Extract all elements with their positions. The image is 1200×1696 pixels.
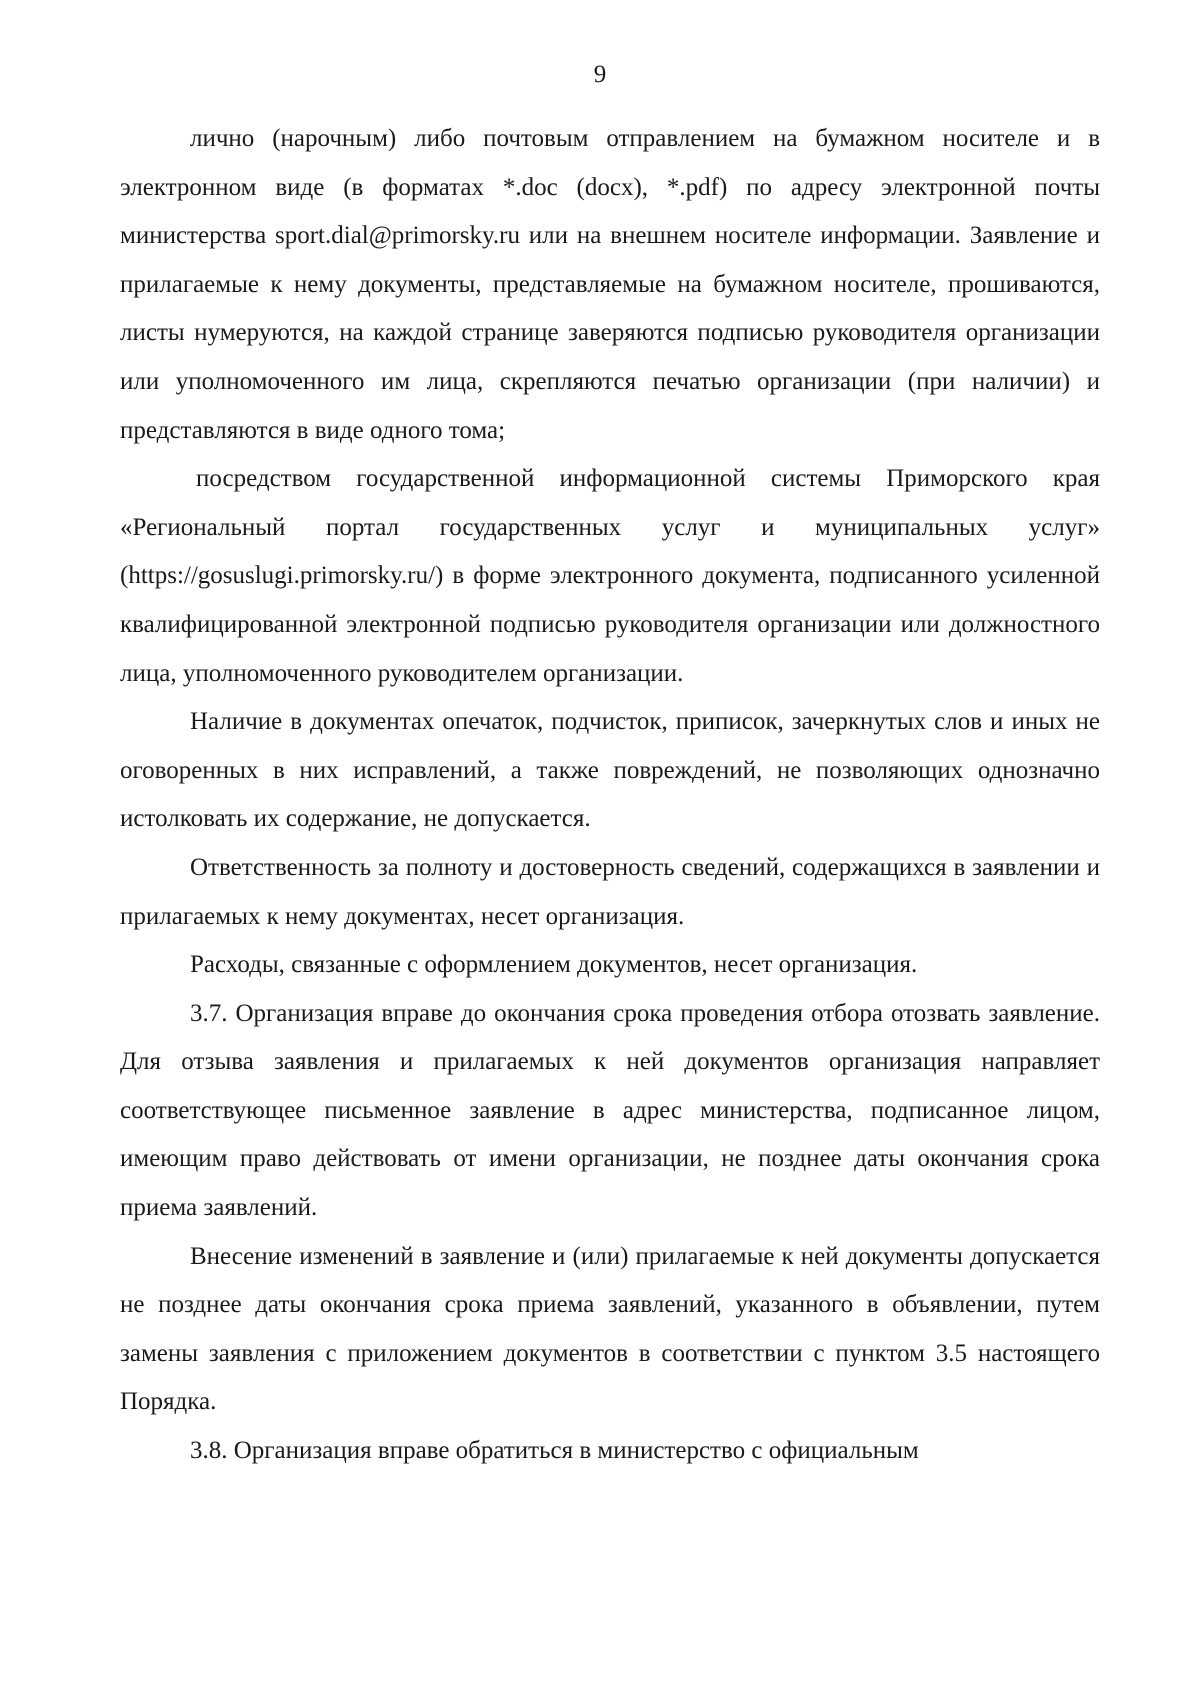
- page-number: 9: [593, 61, 607, 88]
- paragraph-3-7: 3.7. Организация вправе до окончания срока проведения отбора отозвать заявление. Для отзыва заявления и прилагаемых к ней документов организация направляет соответствующее письменное заявление в адрес министерства, подписанное лицом, имеющим право действовать от имени организации, не позднее даты окончания срока приема заявлений.: [120, 999, 1100, 1222]
- paragraph-expenses: Расходы, связанные с оформлением документов, несет организация.: [190, 951, 918, 979]
- paragraph-amendments: Внесение изменений в заявление и (или) прилагаемые к ней документы допускается не позднее даты окончания срока приема заявлений, указанного в объявлении, путем замены заявления с приложением документов в соответствии с пунктом 3.5 настоящего Порядка.: [120, 1242, 1100, 1416]
- paragraph-delivery-portal: посредством государственной информационной системы Приморского края «Региональный портал государственных услуг и муниципальных услуг» (https://gosuslugi.primorsky.ru/) в форме электронного документа, подписанного усиленной квалифицированной электронной подписью руководителя организации или должностного лица, уполномоченного руководителем организации.: [120, 465, 1100, 687]
- paragraph-3-8: 3.8. Организация вправе обратиться в министерство с официальным: [190, 1437, 919, 1465]
- paragraph-corrections: Наличие в документах опечаток, подчисток, приписок, зачеркнутых слов и иных не оговоренных в них исправлений, а также повреждений, не позволяющих однозначно истолковать их содержание, не допускается.: [120, 708, 1100, 833]
- paragraph-responsibility: Ответственность за полноту и достоверность сведений, содержащихся в заявлении и прилагаемых к нему документах, несет организация.: [120, 853, 1100, 930]
- paragraph-delivery-paper: лично (нарочным) либо почтовым отправлением на бумажном носителе и в электронном виде (в форматах *.doc (docx), *.pdf) по адресу электронной почты министерства sport.dial@primorsky.ru или на внешнем носителе информации. Заявление и прилагаемые к нему документы, представляемые на бумажном носителе, прошиваются, листы нумеруются, на каждой странице заверяются подписью руководителя организации или уполномоченного им лица, скрепляются печатью организации (при наличии) и представляются в виде одного тома;: [120, 125, 1100, 444]
- document-body: [120, 115, 1100, 1476]
